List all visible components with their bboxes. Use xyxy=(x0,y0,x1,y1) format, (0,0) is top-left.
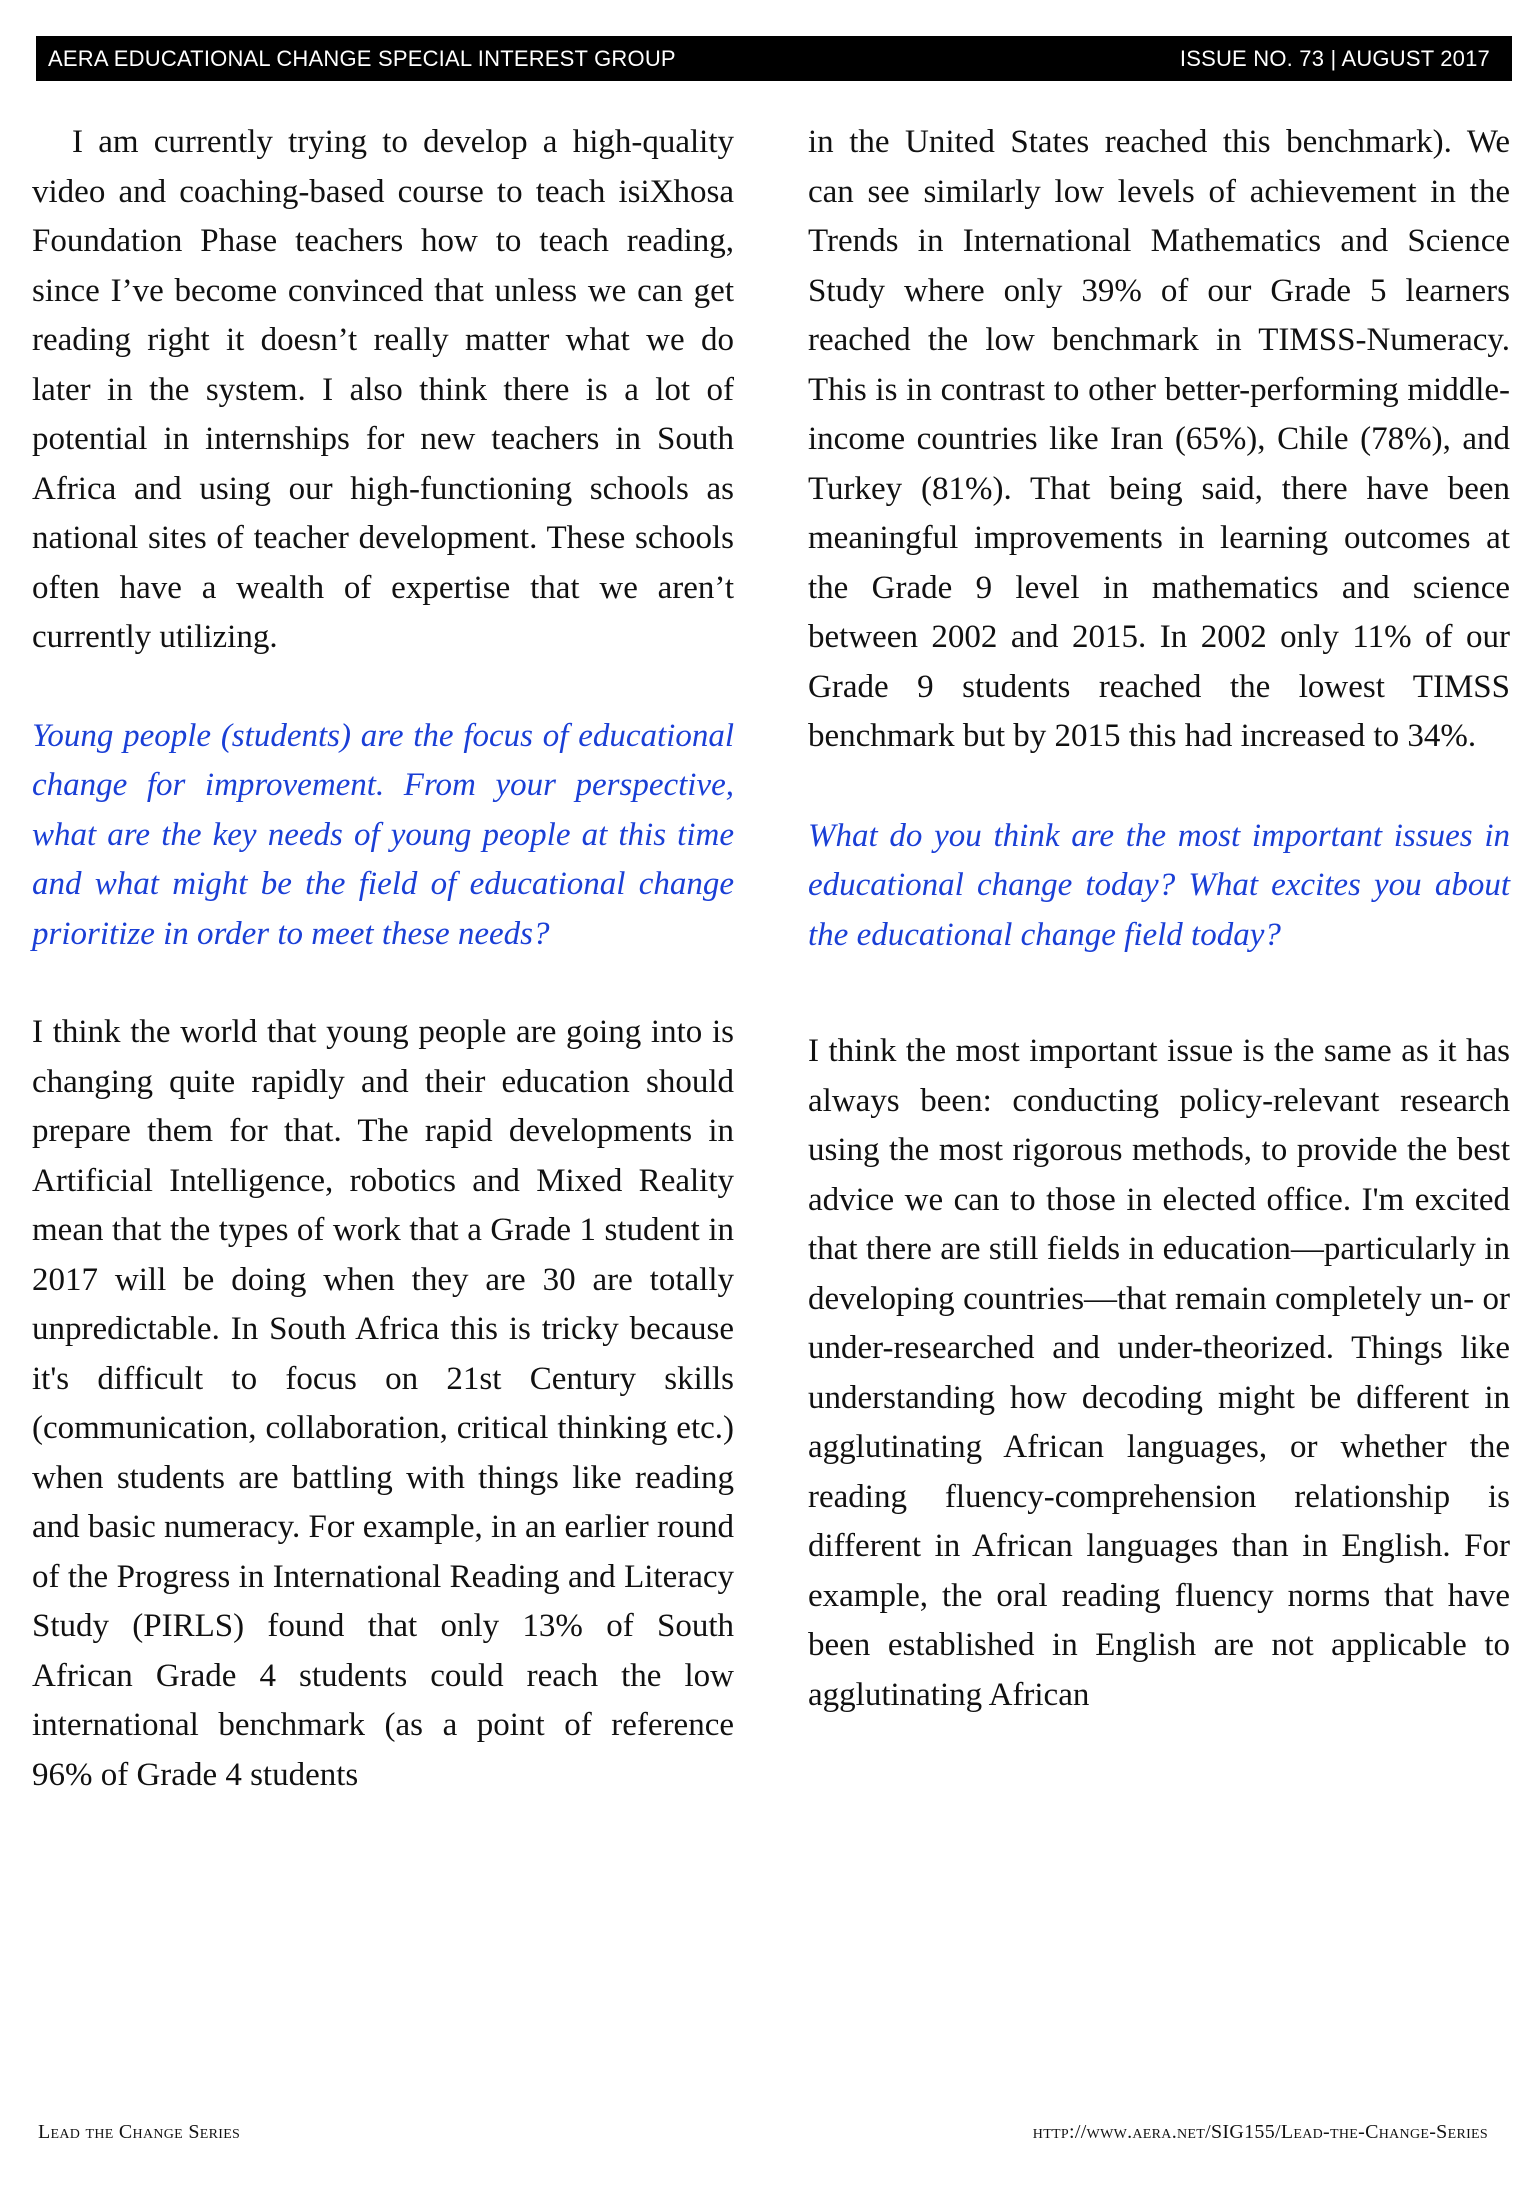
page-header xyxy=(36,36,1512,81)
answer-paragraph-continued: in the United States reached this benchmark). We can see similarly low levels of achievement in the Trends in International Mathematics and Science Study where only 39% of our Grade 5 learners reached the low benchmark in TIMSS-Numeracy. This is in contrast to other better-performing middle-income countries like Iran (65%), Chile (78%), and Turkey (81%). That being said, there have been meaningful improvements in learning outcomes at the Grade 9 level in mathematics and science between 2002 and 2015. In 2002 only 11% of our Grade 9 students reached the lowest TIMSS benchmark but by 2015 this had increased to 34%. xyxy=(808,124,1510,754)
footer-series-link[interactable]: http://www.aera.net/SIG155/Lead-the-Change-Series xyxy=(1032,2121,1488,2143)
interview-question-1: Young people (students) are the focus of educational change for improvement. From your perspective, what are the key needs of young people at this time and what might be the field of educational change prioritize in order to meet these needs? xyxy=(32,717,734,952)
footer-series-name: Lead the Change Series xyxy=(38,2121,241,2143)
answer-paragraph-3: I think the most important issue is the same as it has always been: conducting policy-relevant research using the most rigorous methods, to provide the best advice we can to those in elected office. I'm excited that there are still fields in education—particularly in developing countries—that remain completely un- or under-researched and under-theorized. Things like understanding how decoding might be different in agglutinating African languages, or whether the reading fluency-comprehension relationship is different in African languages than in English. For example, the oral reading fluency norms that have been established in English are not applicable to agglutinating African xyxy=(808,1033,1510,1713)
left-column xyxy=(32,118,734,1800)
header-issue-info: ISSUE NO. 73 | AUGUST 2017 xyxy=(1179,46,1490,71)
answer-paragraph-2: I think the world that young people are going into is changing quite rapidly and their education should prepare them for that. The rapid developments in Artificial Intelligence, robotics and Mixed Reality mean that the types of work that a Grade 1 student in 2017 will be doing when they are 30 are totally unpredictable. In South Africa this is tricky because it's difficult to focus on 21st Century skills (communication, collaboration, critical thinking etc.) when students are battling with things like reading and basic numeracy. For example, in an earlier round of the Progress in International Reading and Literacy Study (PIRLS) found that only 13% of South African Grade 4 students could reach the low international benchmark (as a point of reference 96% of Grade 4 students xyxy=(32,1014,734,1793)
answer-paragraph-1: I am currently trying to develop a high-quality video and coaching-based course to teach isiXhosa Foundation Phase teachers how to teach reading, since I’ve become convinced that unless we can get reading right it doesn’t really matter what we do later in the system. I also think there is a lot of potential in internships for new teachers in South Africa and using our high-functioning schools as national sites of teacher development. These schools often have a wealth of expertise that we aren’t currently utilizing. xyxy=(32,124,734,655)
interview-question-2: What do you think are the most important issues in educational change today? What excites you about the educational change field today? xyxy=(808,817,1510,953)
header-publication-title: AERA EDUCATIONAL CHANGE SPECIAL INTEREST GROUP xyxy=(48,46,676,71)
right-column xyxy=(808,118,1510,1720)
